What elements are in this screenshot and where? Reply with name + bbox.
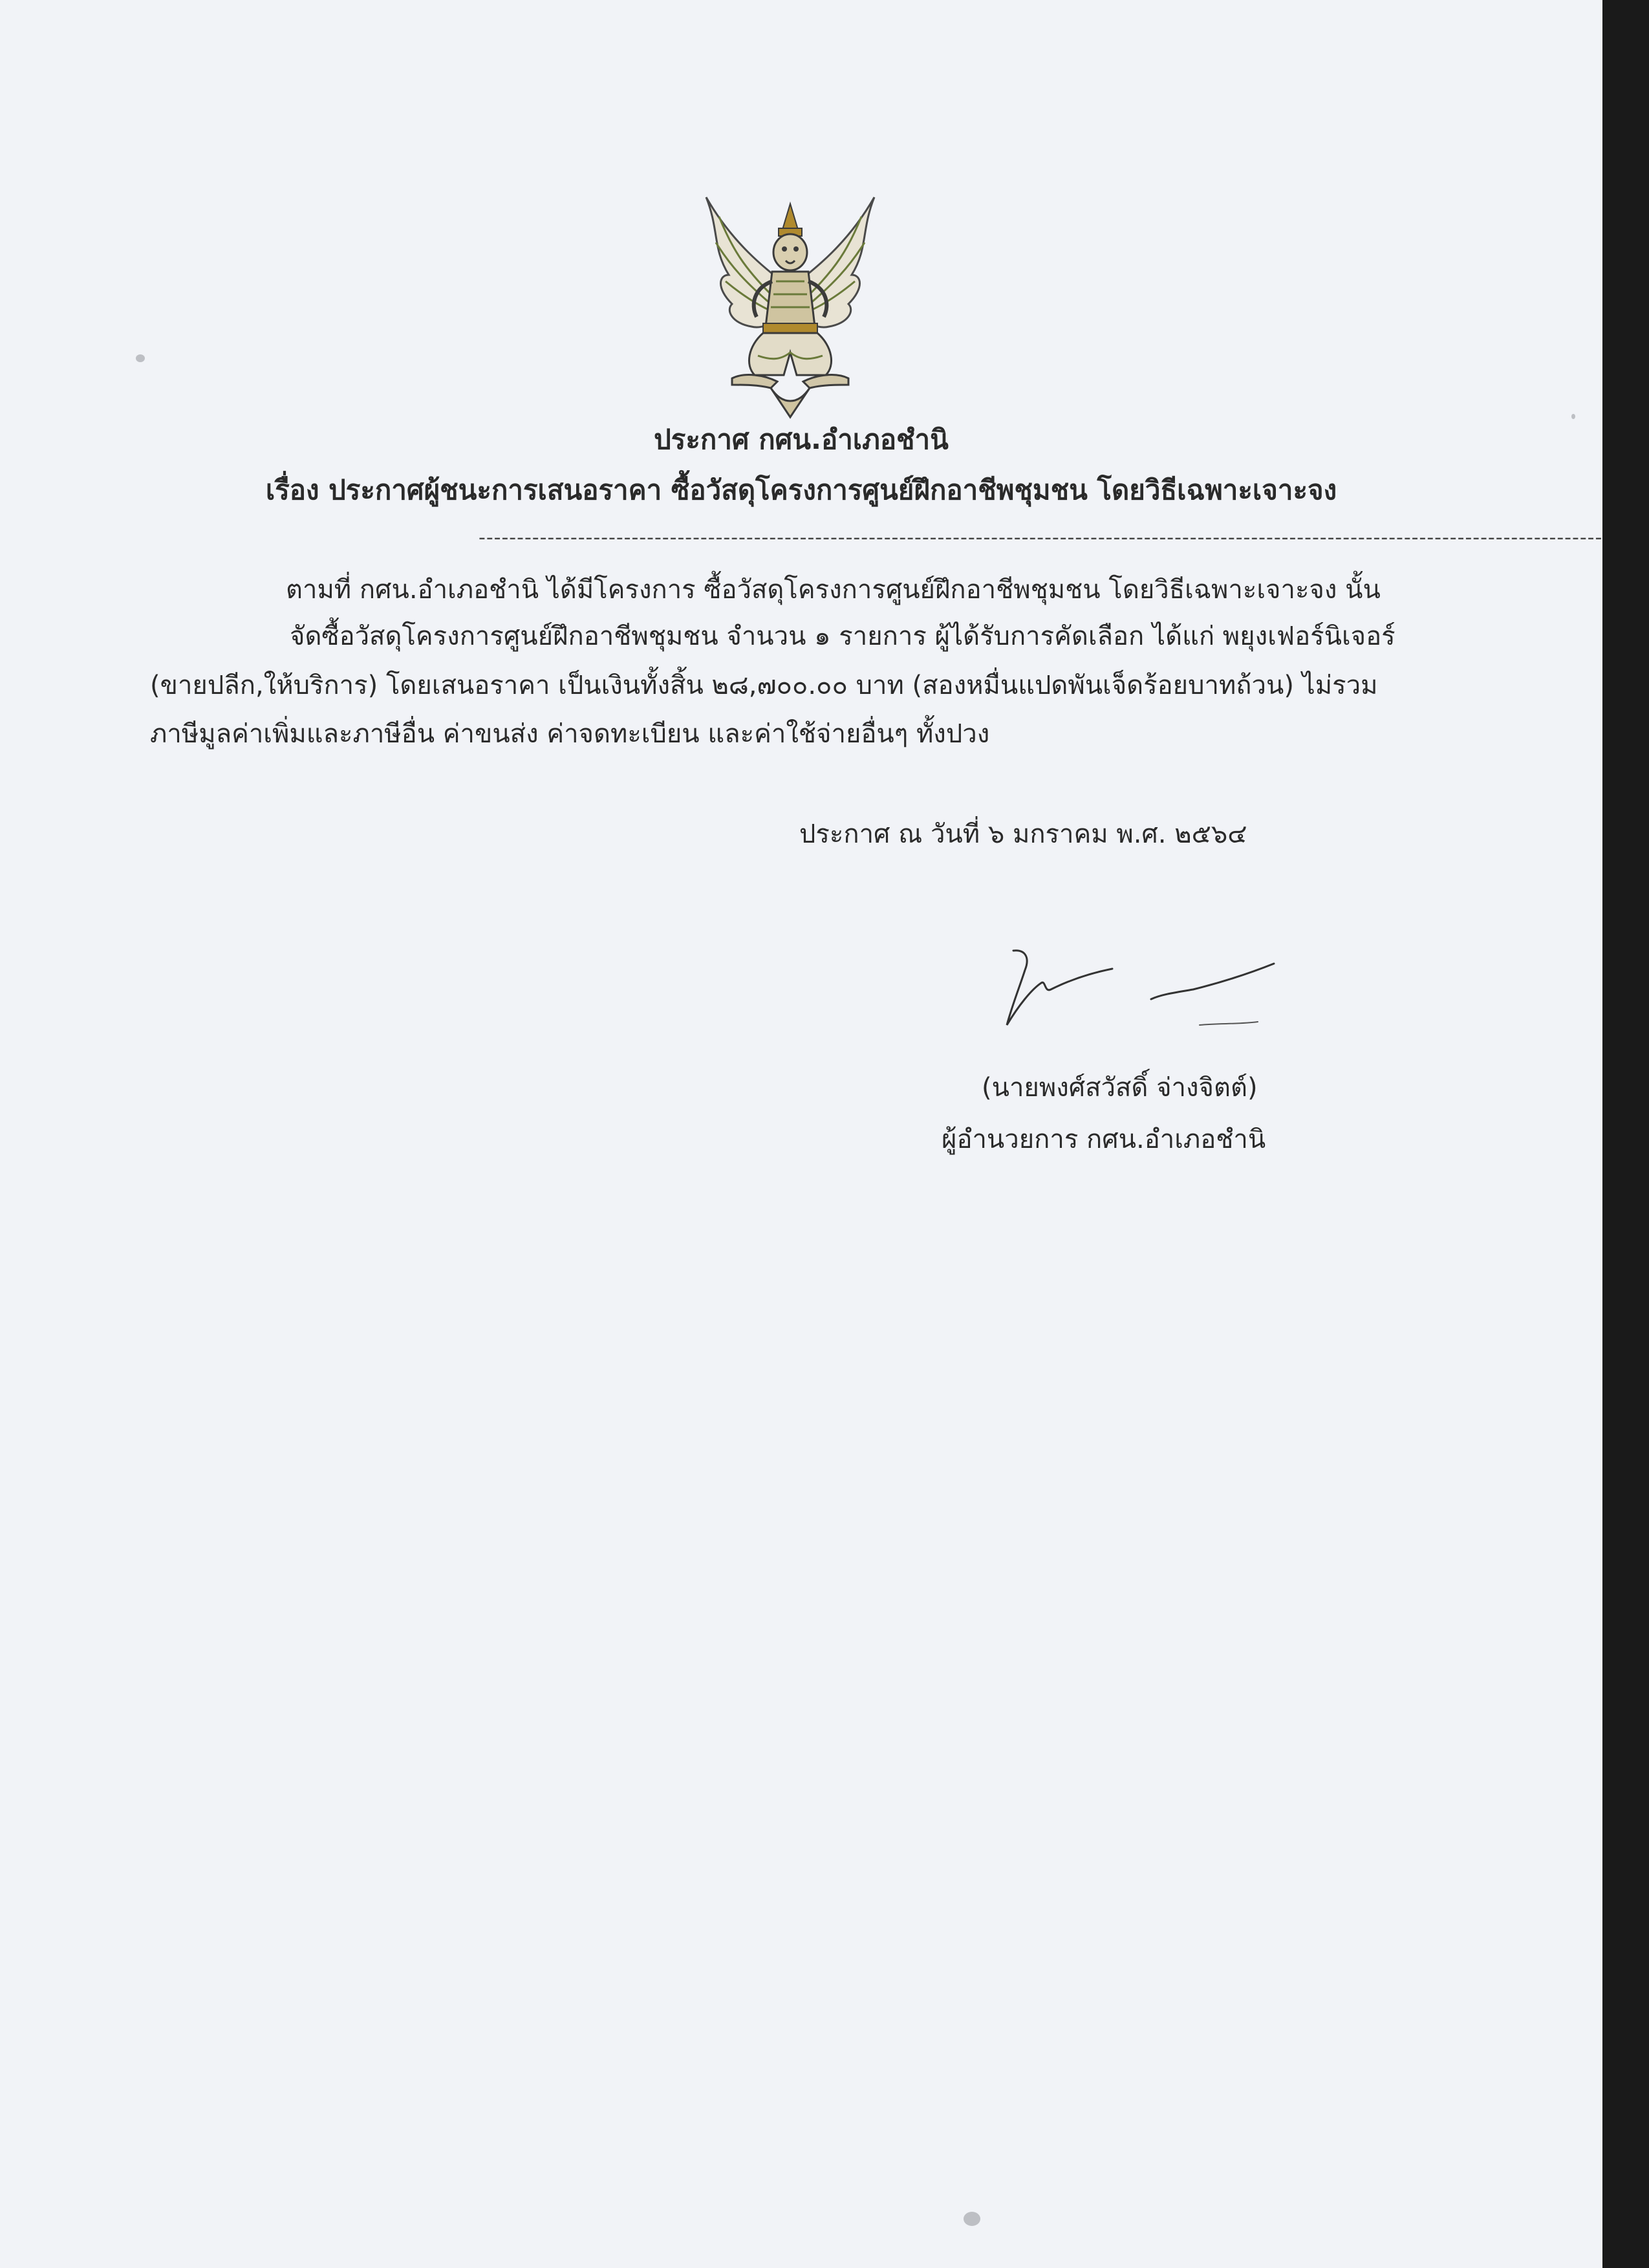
handwritten-signature [1006,944,1290,1035]
signer-name: (นายพงศ์สวัสดิ์ จ่างจิตต์) [982,1073,1258,1103]
scan-speck [964,2212,980,2226]
body-paragraph-line-3: (ขายปลีก,ให้บริการ) โดยเสนอราคา เป็นเงินทั้งสิ้น ๒๘,๗๐๐.๐๐ บาท (สองหมื่นแปดพันเจ็ดร้อยบาทถ้วน) ไม่รวม [150,671,1378,700]
body-paragraph-line-4: ภาษีมูลค่าเพิ่มและภาษีอื่น ค่าขนส่ง ค่าจดทะเบียน และค่าใช้จ่ายอื่นๆ ทั้งปวง [150,719,990,749]
scan-speck [136,354,145,362]
body-paragraph-line-1: ตามที่ กศน.อำเภอชำนิ ได้มีโครงการ ซื้อวัสดุโครงการศูนย์ฝึกอาชีพชุมชน โดยวิธีเฉพาะเจาะจง นั้น [286,575,1381,605]
scan-speck [1571,414,1575,419]
scan-border [1602,0,1649,2268]
divider-line: --------------------------------------------------------------------------------------------------------------------------------------------------- [479,526,1603,549]
garuda-emblem-icon [693,191,887,420]
page-title: ประกาศ กศน.อำเภอชำนิ [654,424,949,455]
body-paragraph-line-2: จัดซื้อวัสดุโครงการศูนย์ฝึกอาชีพชุมชน จำนวน ๑ รายการ ผู้ได้รับการคัดเลือก ได้แก่ พยุงเฟอร์นิเจอร์ [290,621,1396,651]
subject-heading: เรื่อง ประกาศผู้ชนะการเสนอราคา ซื้อวัสดุโครงการศูนย์ฝึกอาชีพชุมชน โดยวิธีเฉพาะเจาะจง [265,474,1337,506]
signer-position: ผู้อำนวยการ กศน.อำเภอชำนิ [942,1125,1266,1154]
announcement-date: ประกาศ ณ วันที่ ๖ มกราคม พ.ศ. ๒๕๖๔ [799,819,1247,849]
